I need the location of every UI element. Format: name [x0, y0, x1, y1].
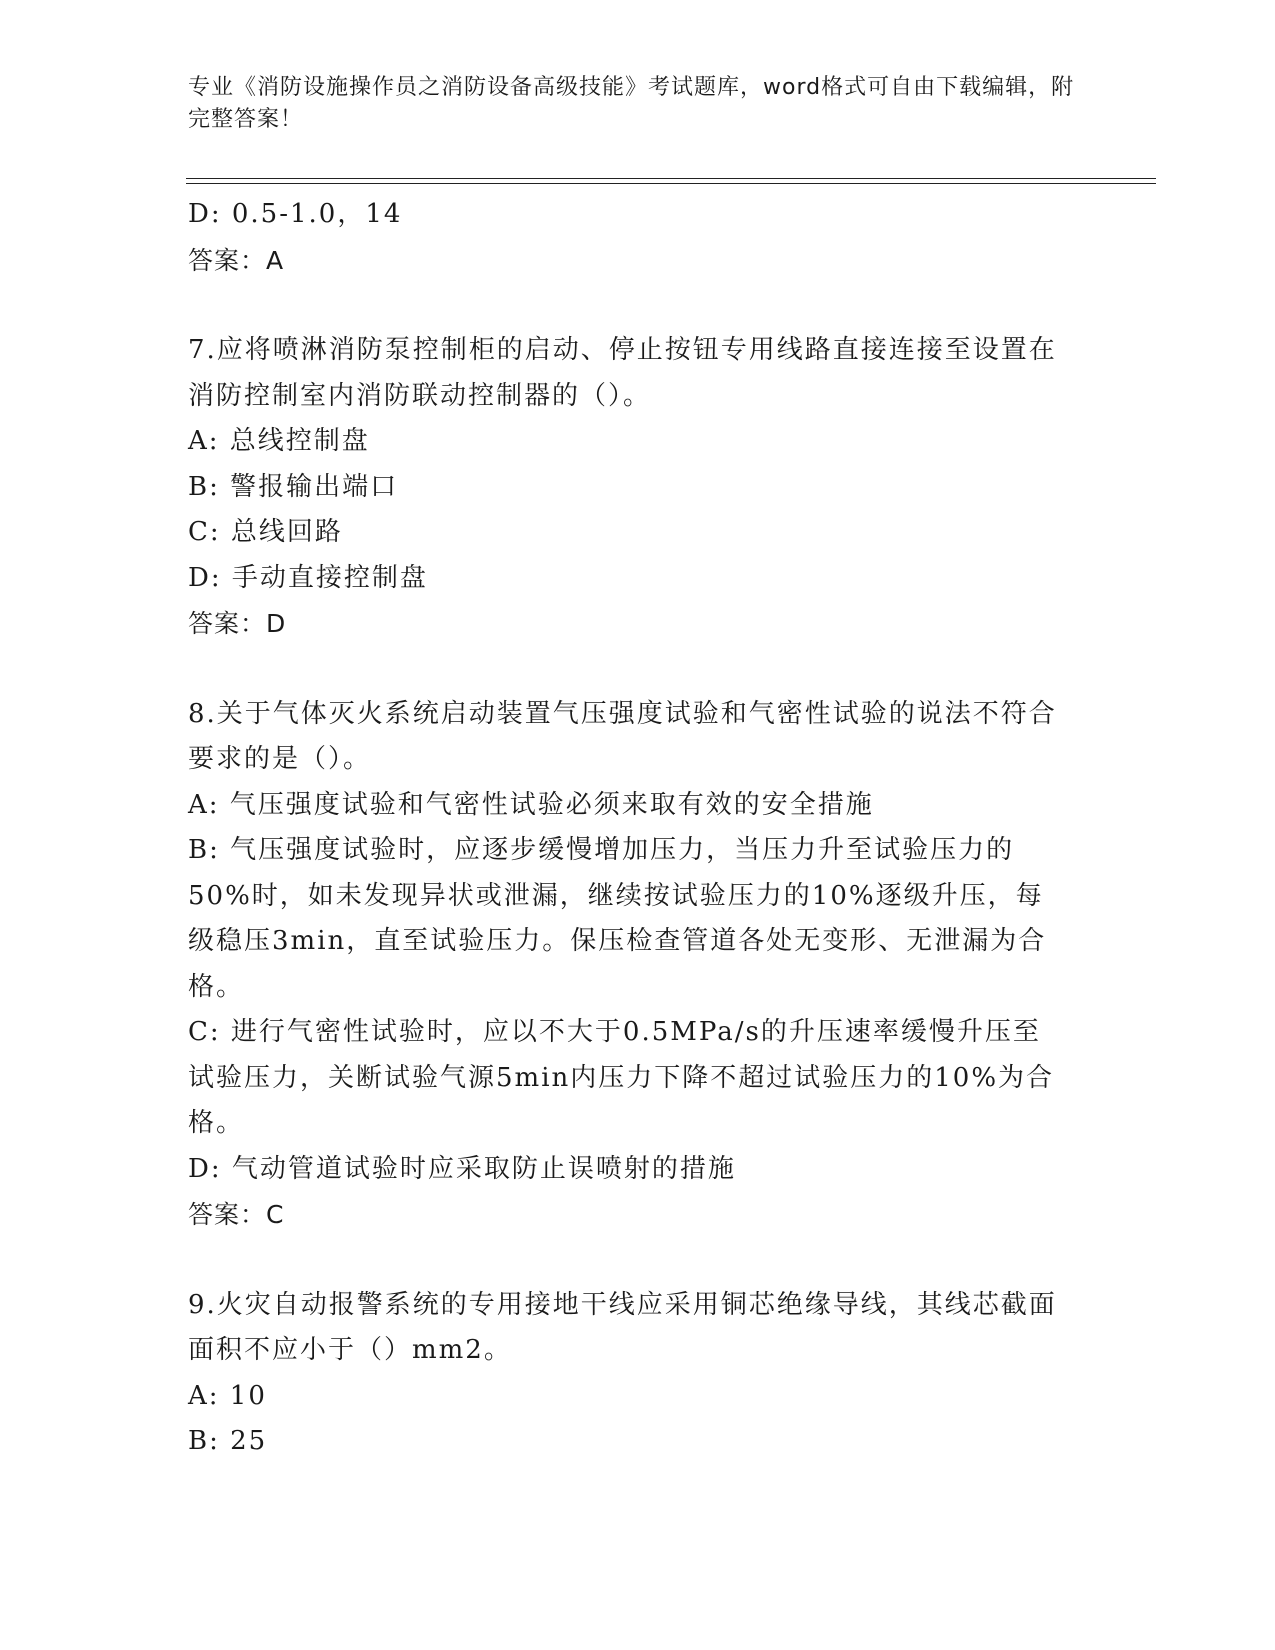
question-9-text: 9.火灾自动报警系统的专用接地干线应采用铜芯绝缘导线，其线芯截面面积不应小于（）mm2。 [188, 1289, 1057, 1365]
header-divider-secondary [186, 183, 1156, 184]
header-divider [186, 178, 1156, 179]
question-8-option-b: B: 气压强度试验时，应逐步缓慢增加压力，当压力升至试验压力的50%时，如未发现异状或泄漏，继续按试验压力的10%逐级升压，每级稳压3min，直至试验压力。保压检查管道各处无变形、无泄漏为合格。 [188, 835, 1047, 1002]
question-7-option-a: A: 总线控制盘 [188, 426, 370, 456]
question-8-answer: 答案：C [188, 1200, 285, 1229]
answer-prev: 答案：A [188, 245, 285, 275]
question-9-option-a: A: 10 [188, 1380, 267, 1411]
option-d-prev: D: 0.5-1.0，14 [188, 199, 403, 229]
question-9-option-b: B: 25 [188, 1426, 268, 1456]
document-header: 专业《消防设施操作员之消防设备高级技能》考试题库，word格式可自由下载编辑，附完整答案！ [188, 75, 1075, 132]
question-8-option-c: C: 进行气密性试验时，应以不大于0.5MPa/s的升压速率缓慢升压至试验压力，关断试验气源5min内压力下降不超过试验压力的10%为合格。 [188, 1017, 1055, 1138]
question-8-option-a: A: 气压强度试验和气密性试验必须来取有效的安全措施 [188, 789, 874, 820]
question-7-answer: 答案：D [188, 609, 287, 638]
question-7-text: 7.应将喷淋消防泵控制柜的启动、停止按钮专用线路直接连接至设置在消防控制室内消防联动控制器的（）。 [188, 335, 1057, 411]
question-7-option-c: C: 总线回路 [188, 517, 343, 547]
question-list [188, 192, 1068, 1465]
question-7-option-b: B: 警报输出端口 [188, 471, 399, 502]
question-8-option-d: D: 气动管道试验时应采取防止误喷射的措施 [188, 1153, 736, 1184]
spacer [188, 1238, 1068, 1283]
question-8-text: 8.关于气体灭火系统启动装置气压强度试验和气密性试验的说法不符合要求的是（）。 [188, 698, 1057, 774]
question-7-option-d: D: 手动直接控制盘 [188, 562, 428, 593]
spacer [188, 647, 1068, 692]
spacer [188, 283, 1068, 328]
